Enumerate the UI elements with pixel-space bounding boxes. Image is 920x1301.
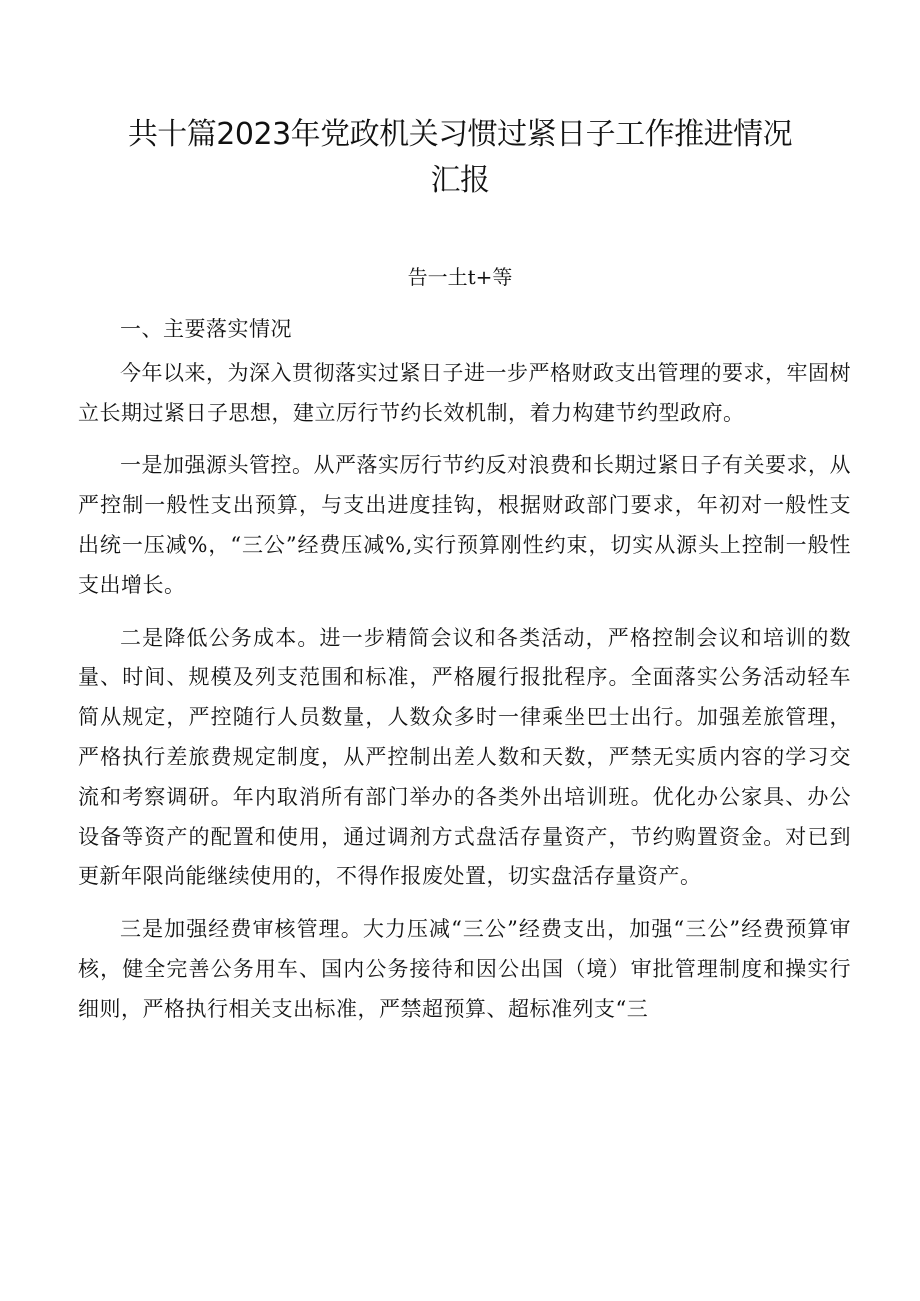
title-line-1: 共十篇2023年党政机关习惯过紧日子工作推进情况	[127, 117, 793, 152]
section-heading: 一、主要落实情况	[120, 317, 292, 341]
document-title	[60, 112, 860, 204]
paragraph-source-control: 一是加强源头管控。从严落实厉行节约反对浪费和长期过紧日子有关要求，从严控制一般性支出预算，与支出进度挂钩，根据财政部门要求，年初对一般性支出统一压减%，“三公”经费压减%,实行预算刚性约束，切实从源头上控制一般性支出增长。	[78, 453, 851, 597]
paragraph-intro: 今年以来，为深入贯彻落实过紧日子进一步严格财政支出管理的要求，牢固树立长期过紧日子思想，建立厉行节约长效机制，着力构建节约型政府。	[78, 360, 851, 425]
document-body	[78, 310, 851, 1043]
document-subtitle: 告一土t+等	[407, 265, 513, 289]
paragraph-expense-review: 三是加强经费审核管理。大力压减“三公”经费支出，加强“三公”经费预算审核，健全完善公务用车、国内公务接待和因公出国（境）审批管理制度和操实行细则，严格执行相关支出标准，严禁超预算、超标准列支“三	[78, 917, 851, 1021]
paragraph-reduce-costs: 二是降低公务成本。进一步精简会议和各类活动，严格控制会议和培训的数量、时间、规模及列支范围和标准，严格履行报批程序。全面落实公务活动轻车简从规定，严控随行人员数量，人数众多时一律乘坐巴士出行。加强差旅管理，严格执行差旅费规定制度，从严控制出差人数和天数，严禁无实质内容的学习交流和考察调研。年内取消所有部门举办的各类外出培训班。优化办公家具、办公设备等资产的配置和使用，通过调剂方式盘活存量资产，节约购置资金。对已到更新年限尚能继续使用的，不得作报废处置，切实盘活存量资产。	[78, 625, 851, 889]
title-line-2: 汇报	[430, 163, 490, 198]
